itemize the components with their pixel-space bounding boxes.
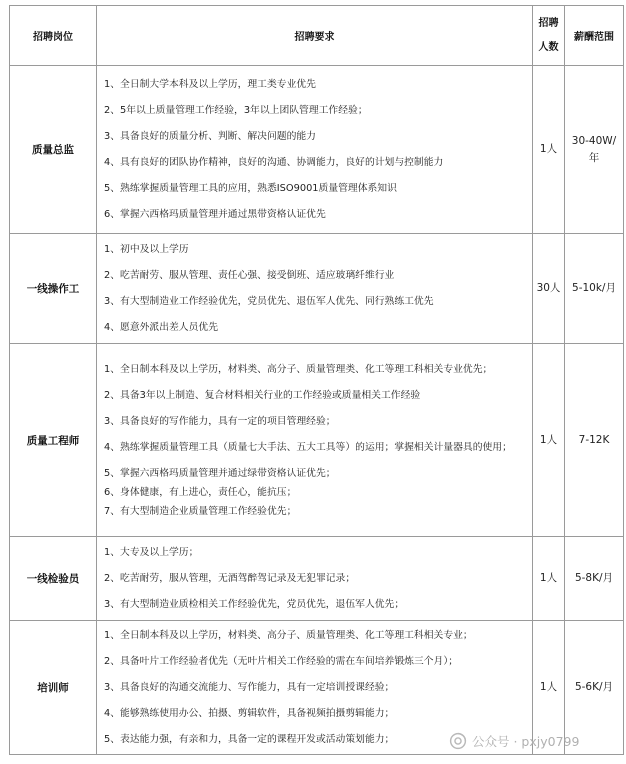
watermark-text: 公众号 · pxjy0799 [472, 734, 580, 749]
wechat-official-account-icon [449, 732, 467, 750]
salary-cell: 5-6K/月 [565, 621, 624, 755]
header-position: 招聘岗位 [10, 6, 97, 66]
requirement-item: 5、掌握六西格玛质量管理并通过绿带资格认证优先； [104, 467, 336, 479]
requirement-item: 1、全日制本科及以上学历，材料类、高分子、质量管理类、化工等理工科相关专业； [104, 630, 473, 641]
requirement-item: 1、全日制大学本科及以上学历，理工类专业优先 [104, 79, 316, 90]
salary-text: 30-40W/年 [571, 134, 617, 164]
count-cell: 1人 [533, 537, 565, 621]
count-cell: 1人 [533, 66, 565, 234]
position-cell: 一线检验员 [10, 537, 97, 621]
table-header-row [10, 6, 624, 66]
requirement-item: 3、有大型制造业工作经验优先，党员优先、退伍军人优先、同行熟练工优先 [104, 296, 434, 307]
position-cell: 一线操作工 [10, 234, 97, 344]
requirement-item: 4、愿意外派出差人员优先 [104, 322, 218, 333]
requirement-item: 5、表达能力强，有亲和力，具备一定的课程开发或活动策划能力； [104, 734, 395, 745]
requirement-item: 5、熟练掌握质量管理工具的应用，熟悉ISO9001质量管理体系知识 [104, 183, 397, 194]
watermark [449, 730, 579, 752]
header-salary: 薪酬范围 [565, 6, 624, 66]
count-cell: 1人 [533, 344, 565, 537]
count-cell: 30人 [533, 234, 565, 344]
requirement-item: 3、有大型制造业质检相关工作经验优先，党员优先，退伍军人优先； [104, 599, 405, 610]
position-cell: 质量总监 [10, 66, 97, 234]
requirement-item: 2、具备叶片工作经验者优先（无叶片相关工作经验的需在车间培养锻炼三个月）； [104, 656, 459, 667]
requirement-item: 4、能够熟练使用办公、拍摄、剪辑软件，具备视频拍摄剪辑能力； [104, 708, 395, 719]
header-count [533, 6, 565, 66]
table-row [10, 66, 624, 234]
salary-cell [565, 66, 624, 234]
requirement-item: 2、5年以上质量管理工作经验，3年以上团队管理工作经验； [104, 105, 368, 116]
position-cell: 培训师 [10, 621, 97, 755]
requirement-item: 4、具有良好的团队协作精神，良好的沟通、协调能力，良好的计划与控制能力 [104, 157, 444, 168]
salary-cell: 5-8K/月 [565, 537, 624, 621]
requirement-item: 2、具备3年以上制造、复合材料相关行业的工作经验或质量相关工作经验 [104, 389, 421, 401]
requirement-item: 4、熟练掌握质量管理工具（质量七大手法、五大工具等）的运用；掌握相关计量器具的使用； [104, 441, 512, 453]
salary-cell: 7-12K [565, 344, 624, 537]
requirement-item: 3、具备良好的质量分析、判断、解决问题的能力 [104, 131, 316, 142]
requirements-cell [97, 234, 533, 344]
table-row [10, 537, 624, 621]
job-requirements-table [9, 5, 624, 755]
requirements-cell [97, 537, 533, 621]
requirement-item: 1、全日制本科及以上学历，材料类、高分子、质量管理类、化工等理工科相关专业优先； [104, 363, 493, 375]
position-cell: 质量工程师 [10, 344, 97, 537]
requirement-item: 6、身体健康，有上进心，责任心，能抗压； [104, 486, 297, 498]
requirement-item: 2、吃苦耐劳，服从管理，无酒驾醉驾记录及无犯罪记录； [104, 573, 356, 584]
header-count-text: 招聘人数 [538, 17, 559, 53]
requirement-item: 1、初中及以上学历 [104, 244, 189, 255]
requirement-item: 7、有大型制造企业质量管理工作经验优先； [104, 505, 297, 517]
requirements-cell [97, 66, 533, 234]
requirement-item: 2、吃苦耐劳、服从管理、责任心强、接受倒班、适应玻璃纤维行业 [104, 270, 395, 281]
salary-cell: 5-10k/月 [565, 234, 624, 344]
table-row [10, 234, 624, 344]
requirement-item: 1、大专及以上学历； [104, 547, 199, 558]
requirement-item: 6、掌握六西格玛质量管理并通过黑带资格认证优先 [104, 209, 326, 220]
requirements-cell [97, 344, 533, 537]
header-requirements: 招聘要求 [97, 6, 533, 66]
count-cell: 1人 [533, 621, 565, 755]
requirement-item: 3、具备良好的沟通交流能力、写作能力，具有一定培训授课经验； [104, 682, 395, 693]
table-row [10, 344, 624, 537]
requirement-item: 3、具备良好的写作能力，具有一定的项目管理经验； [104, 415, 336, 427]
